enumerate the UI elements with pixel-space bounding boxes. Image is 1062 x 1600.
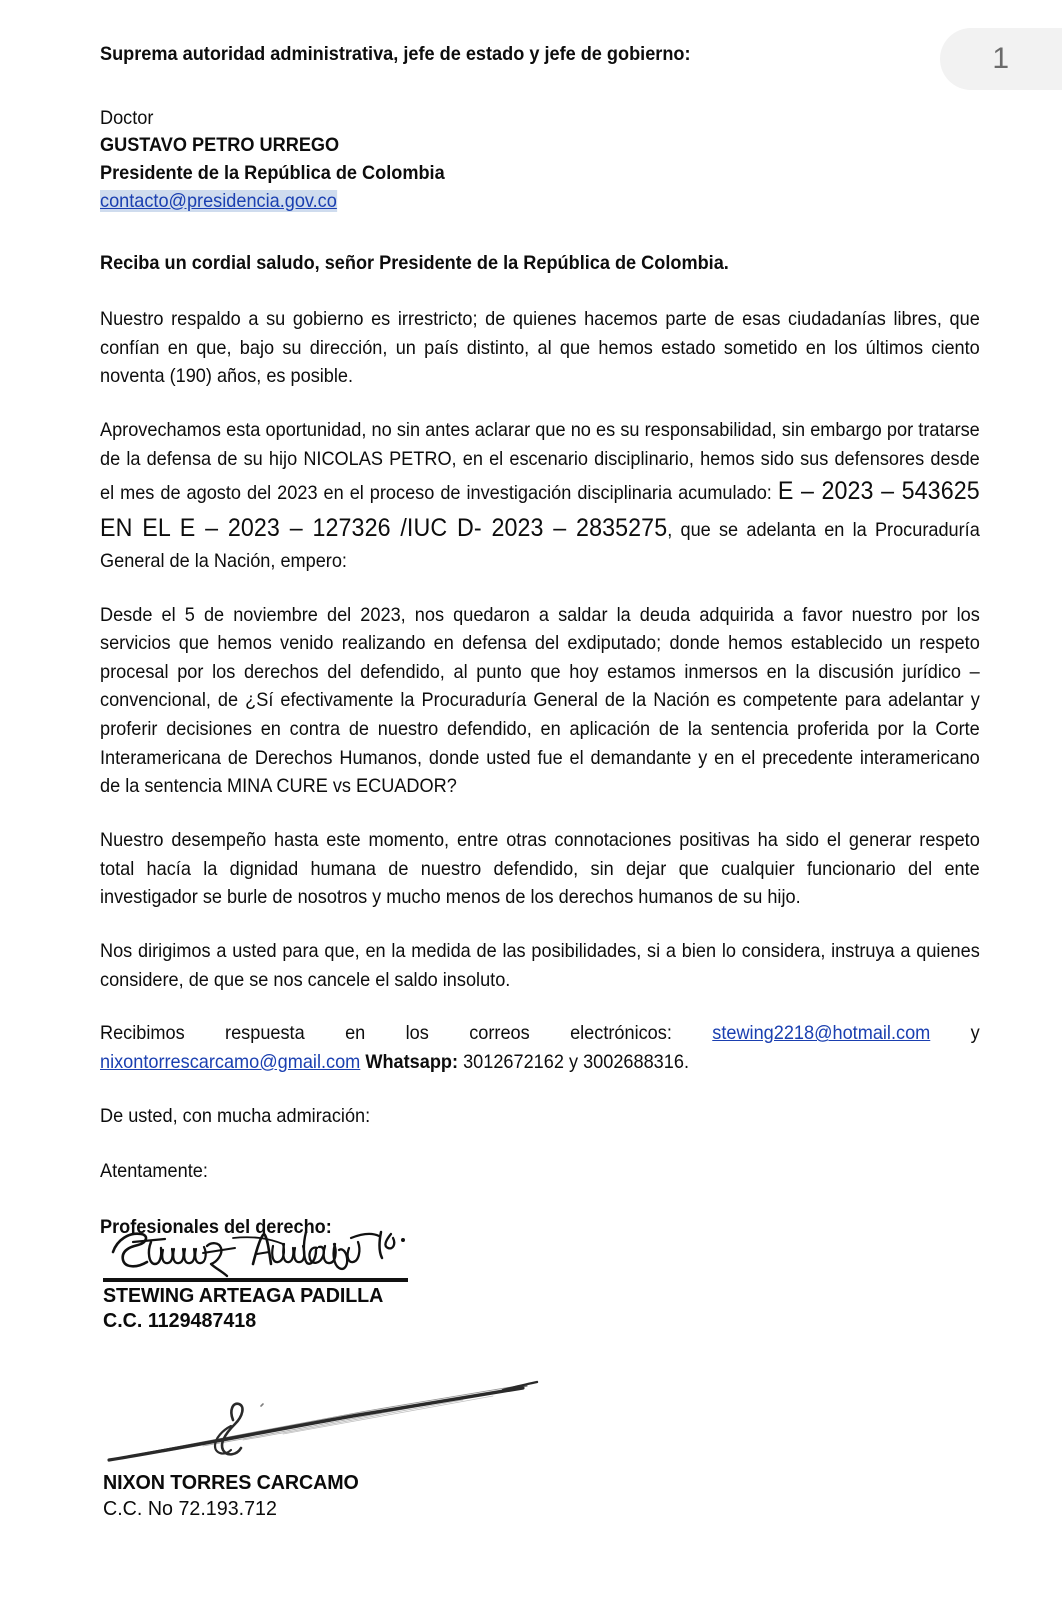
- professionals-heading: Profesionales del derecho:: [100, 1216, 332, 1238]
- case-tail-text: , que se adelanta en la Procuraduría General de la Nación, empero:: [100, 519, 980, 572]
- contacto-lead-word-5: correos: [469, 1022, 530, 1045]
- contacto-line-2: [100, 1048, 980, 1077]
- addressee-role: Presidente de la República de Colombia: [100, 162, 445, 185]
- addressee-block: [100, 105, 980, 216]
- contacto-lead-word-6: electrónicos:: [570, 1022, 672, 1045]
- signatory-id-stewing: C.C. 1129487418: [103, 1309, 257, 1332]
- case-numbers: E – 2023 – 543625 EN EL E – 2023 – 127326 /IUC D- 2023 – 2835275: [100, 477, 980, 543]
- letter-body: [100, 40, 980, 1242]
- contacto-email-1[interactable]: stewing2218@hotmail.com: [712, 1022, 931, 1045]
- addressee-title: Doctor: [100, 106, 154, 129]
- whatsapp-numbers: 3012672162 y 3002688316.: [463, 1051, 689, 1074]
- contacto-lead-word-2: respuesta: [225, 1022, 305, 1045]
- signatory-id-nixon: C.C. No 72.193.712: [103, 1496, 277, 1520]
- signature-image-nixon: [103, 1360, 573, 1470]
- letter-heading: Suprema autoridad administrativa, jefe de estado y jefe de gobierno:: [100, 43, 691, 65]
- contacto-lead-word-1: Recibimos: [100, 1022, 185, 1045]
- whatsapp-label: Whatsapp:: [365, 1051, 459, 1074]
- paragraph-desempeno: Nuestro desempeño hasta este momento, entre otras connotaciones positivas ha sido el generar respeto total hacía la dignidad humana de nuestro defendido, sin dejar que cualquier funcionario del ente investigador se burle de nosotros y mucho menos de los derechos humanos de su hijo.: [100, 829, 980, 909]
- salutation: Reciba un cordial saludo, señor Presidente de la República de Colombia.: [100, 252, 729, 275]
- contacto-conjunction: y: [970, 1022, 980, 1045]
- closing-admiracion: De usted, con mucha admiración:: [100, 1104, 371, 1127]
- addressee-email-link[interactable]: contacto@presidencia.gov.co: [100, 189, 337, 212]
- paragraph-case: [100, 416, 980, 575]
- page-number-label: 1: [992, 42, 1010, 75]
- signatory-name-nixon: NIXON TORRES CARCAMO: [103, 1471, 359, 1494]
- signature-image-stewing: [103, 1218, 423, 1278]
- signatory-name-stewing: STEWING ARTEAGA PADILLA: [103, 1284, 384, 1307]
- signature-block-stewing: [103, 1218, 423, 1334]
- signature-rule-stewing: [103, 1278, 408, 1282]
- closing-atentamente: Atentamente:: [100, 1160, 208, 1183]
- paragraph-deuda: Desde el 5 de noviembre del 2023, nos quedaron a saldar la deuda adquirida a favor nuestro por los servicios que hemos venido realizando en defensa del exdiputado; donde hemos establecido un respeto procesal por los derechos del defendido, al punto que hoy estamos inmersos en la discusión jurídico – convencional, de ¿Sí efectivamente la Procuraduría General de la Nación es competente para adelantar y proferir decisiones en contra de nuestro defendido, en aplicación de la sentencia proferida por la Corte Interamericana de Derechos Humanos, donde usted fue el demandante y en el precedente interamericano de la sentencia MINA CURE vs ECUADOR?: [100, 603, 980, 798]
- paragraph-contacto: [100, 1019, 980, 1076]
- case-lead-text: Aprovechamos esta oportunidad, no sin antes aclarar que no es su responsabilidad, sin embargo por tratarse de la defensa de su hijo NICOLAS PETRO, en el escenario disciplinario, hemos sido sus defensores desde el mes de agosto del 2023 en el proceso de investigación disciplinaria acumulado:: [100, 419, 980, 505]
- contacto-email-2[interactable]: nixontorrescarcamo@gmail.com: [100, 1051, 361, 1074]
- paragraph-solicitud: Nos dirigimos a usted para que, en la medida de las posibilidades, si a bien lo considera, instruya a quienes considere, de que se nos cancele el saldo insoluto.: [100, 940, 980, 991]
- addressee-name: GUSTAVO PETRO URREGO: [100, 134, 340, 157]
- contacto-lead-word-4: los: [405, 1022, 429, 1045]
- contacto-line-1: [100, 1019, 980, 1048]
- paragraph-respaldo: Nuestro respaldo a su gobierno es irrestricto; de quienes hacemos parte de esas ciudadanías libres, que confían en que, bajo su dirección, un país distinto, al que hemos estado sometido en los últimos ciento noventa (190) años, es posible.: [100, 308, 980, 388]
- signature-block-nixon: [103, 1360, 623, 1521]
- contacto-lead-word-3: en: [345, 1022, 366, 1045]
